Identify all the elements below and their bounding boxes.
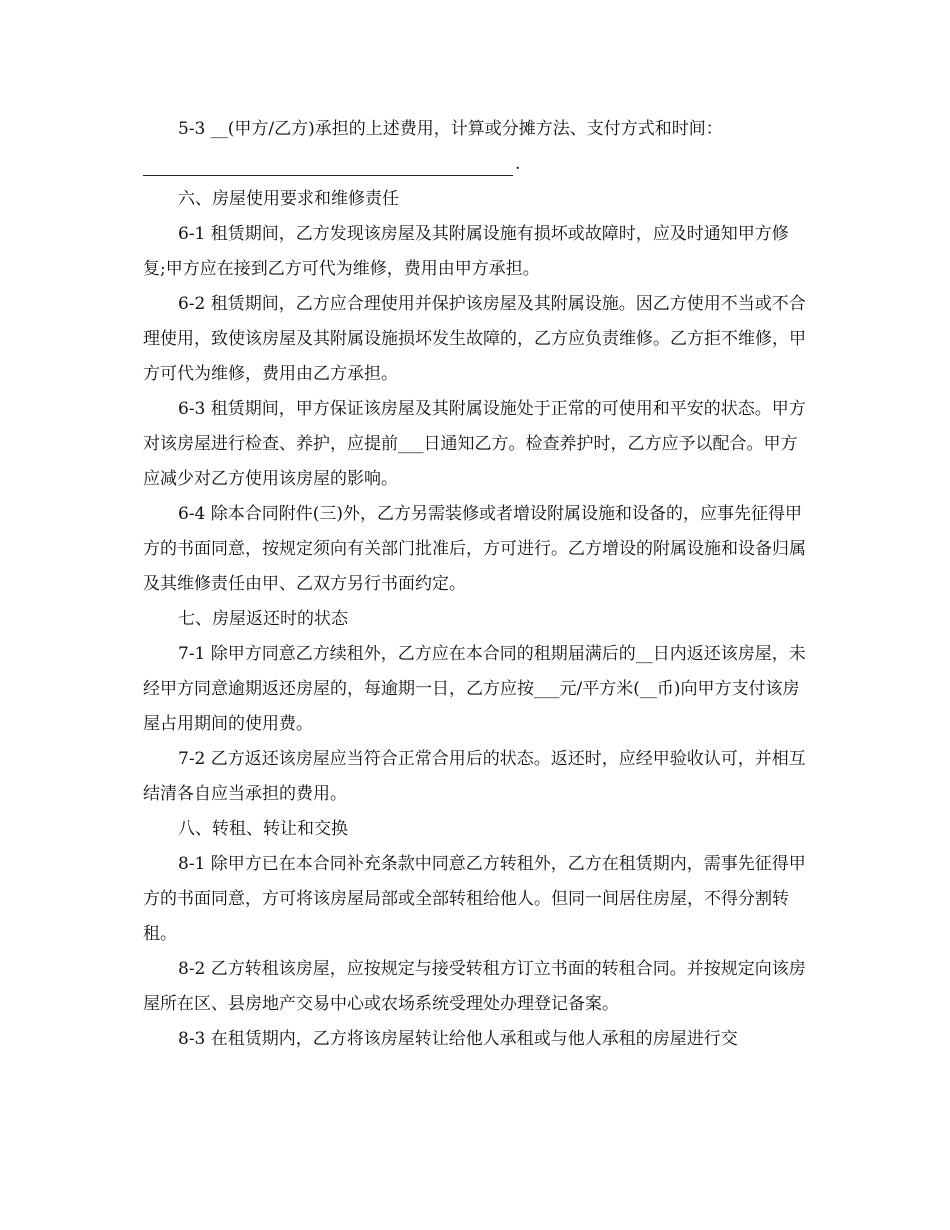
clause-7-2: 7-2 乙方返还该房屋应当符合正常合用后的状态。返还时，应经甲验收认可，并相互结清各自应当承担的费用。 — [143, 749, 806, 804]
blank-fill-end: . — [515, 154, 521, 174]
blank-fill-line — [143, 147, 808, 182]
clause-8-2: 8-2 乙方转租该房屋，应按规定与接受转租方订立书面的转租合同。并按规定向该房屋所在区、县房地产交易中心或农场系统受理处办理登记备案。 — [143, 959, 806, 1014]
clause-6-1: 6-1 租赁期间，乙方发现该房屋及其附属设施有损坏或故障时，应及时通知甲方修复;甲方应在接到乙方可代为维修，费用由甲方承担。 — [143, 224, 789, 279]
section-heading-7: 七、房屋返还时的状态 — [178, 609, 348, 629]
clause-7-1: 7-1 除甲方同意乙方续租外，乙方应在本合同的租期届满后的__日内返还该房屋，未经甲方同意逾期返还房屋的，每逾期一日，乙方应按___元/平方米(__币)向甲方支付该房屋占用期间的使用费。 — [143, 644, 806, 734]
clause-6-2: 6-2 租赁期间，乙方应合理使用并保护该房屋及其附属设施。因乙方使用不当或不合理使用，致使该房屋及其附属设施损坏发生故障的，乙方应负责维修。乙方拒不维修，甲方可代为维修，费用由乙方承担。 — [143, 294, 806, 384]
clause-8-3: 8-3 在租赁期内，乙方将该房屋转让给他人承租或与他人承租的房屋进行交 — [178, 1029, 738, 1049]
clause-8-1: 8-1 除甲方已在本合同补充条款中同意乙方转租外，乙方在租赁期内，需事先征得甲方的书面同意，方可将该房屋局部或全部转租给他人。但同一间居住房屋，不得分割转租。 — [143, 854, 806, 944]
section-heading-6: 六、房屋使用要求和维修责任 — [178, 189, 399, 209]
clause-6-3: 6-3 租赁期间，甲方保证该房屋及其附属设施处于正常的可使用和平安的状态。甲方对该房屋进行检查、养护，应提前___日通知乙方。检查养护时，乙方应予以配合。甲方应减少对乙方使用该房屋的影响。 — [143, 399, 806, 489]
clause-6-4: 6-4 除本合同附件(三)外，乙方另需装修或者增设附属设施和设备的，应事先征得甲方的书面同意，按规定须向有关部门批准后，方可进行。乙方增设的附属设施和设备归属及其维修责任由甲、乙双方另行书面约定。 — [143, 504, 806, 594]
underline-rule — [143, 175, 513, 176]
section-heading-8: 八、转租、转让和交换 — [178, 819, 348, 839]
clause-5-3: 5-3 __(甲方/乙方)承担的上述费用，计算或分摊方法、支付方式和时间： — [178, 119, 723, 139]
contract-body — [143, 112, 808, 1057]
